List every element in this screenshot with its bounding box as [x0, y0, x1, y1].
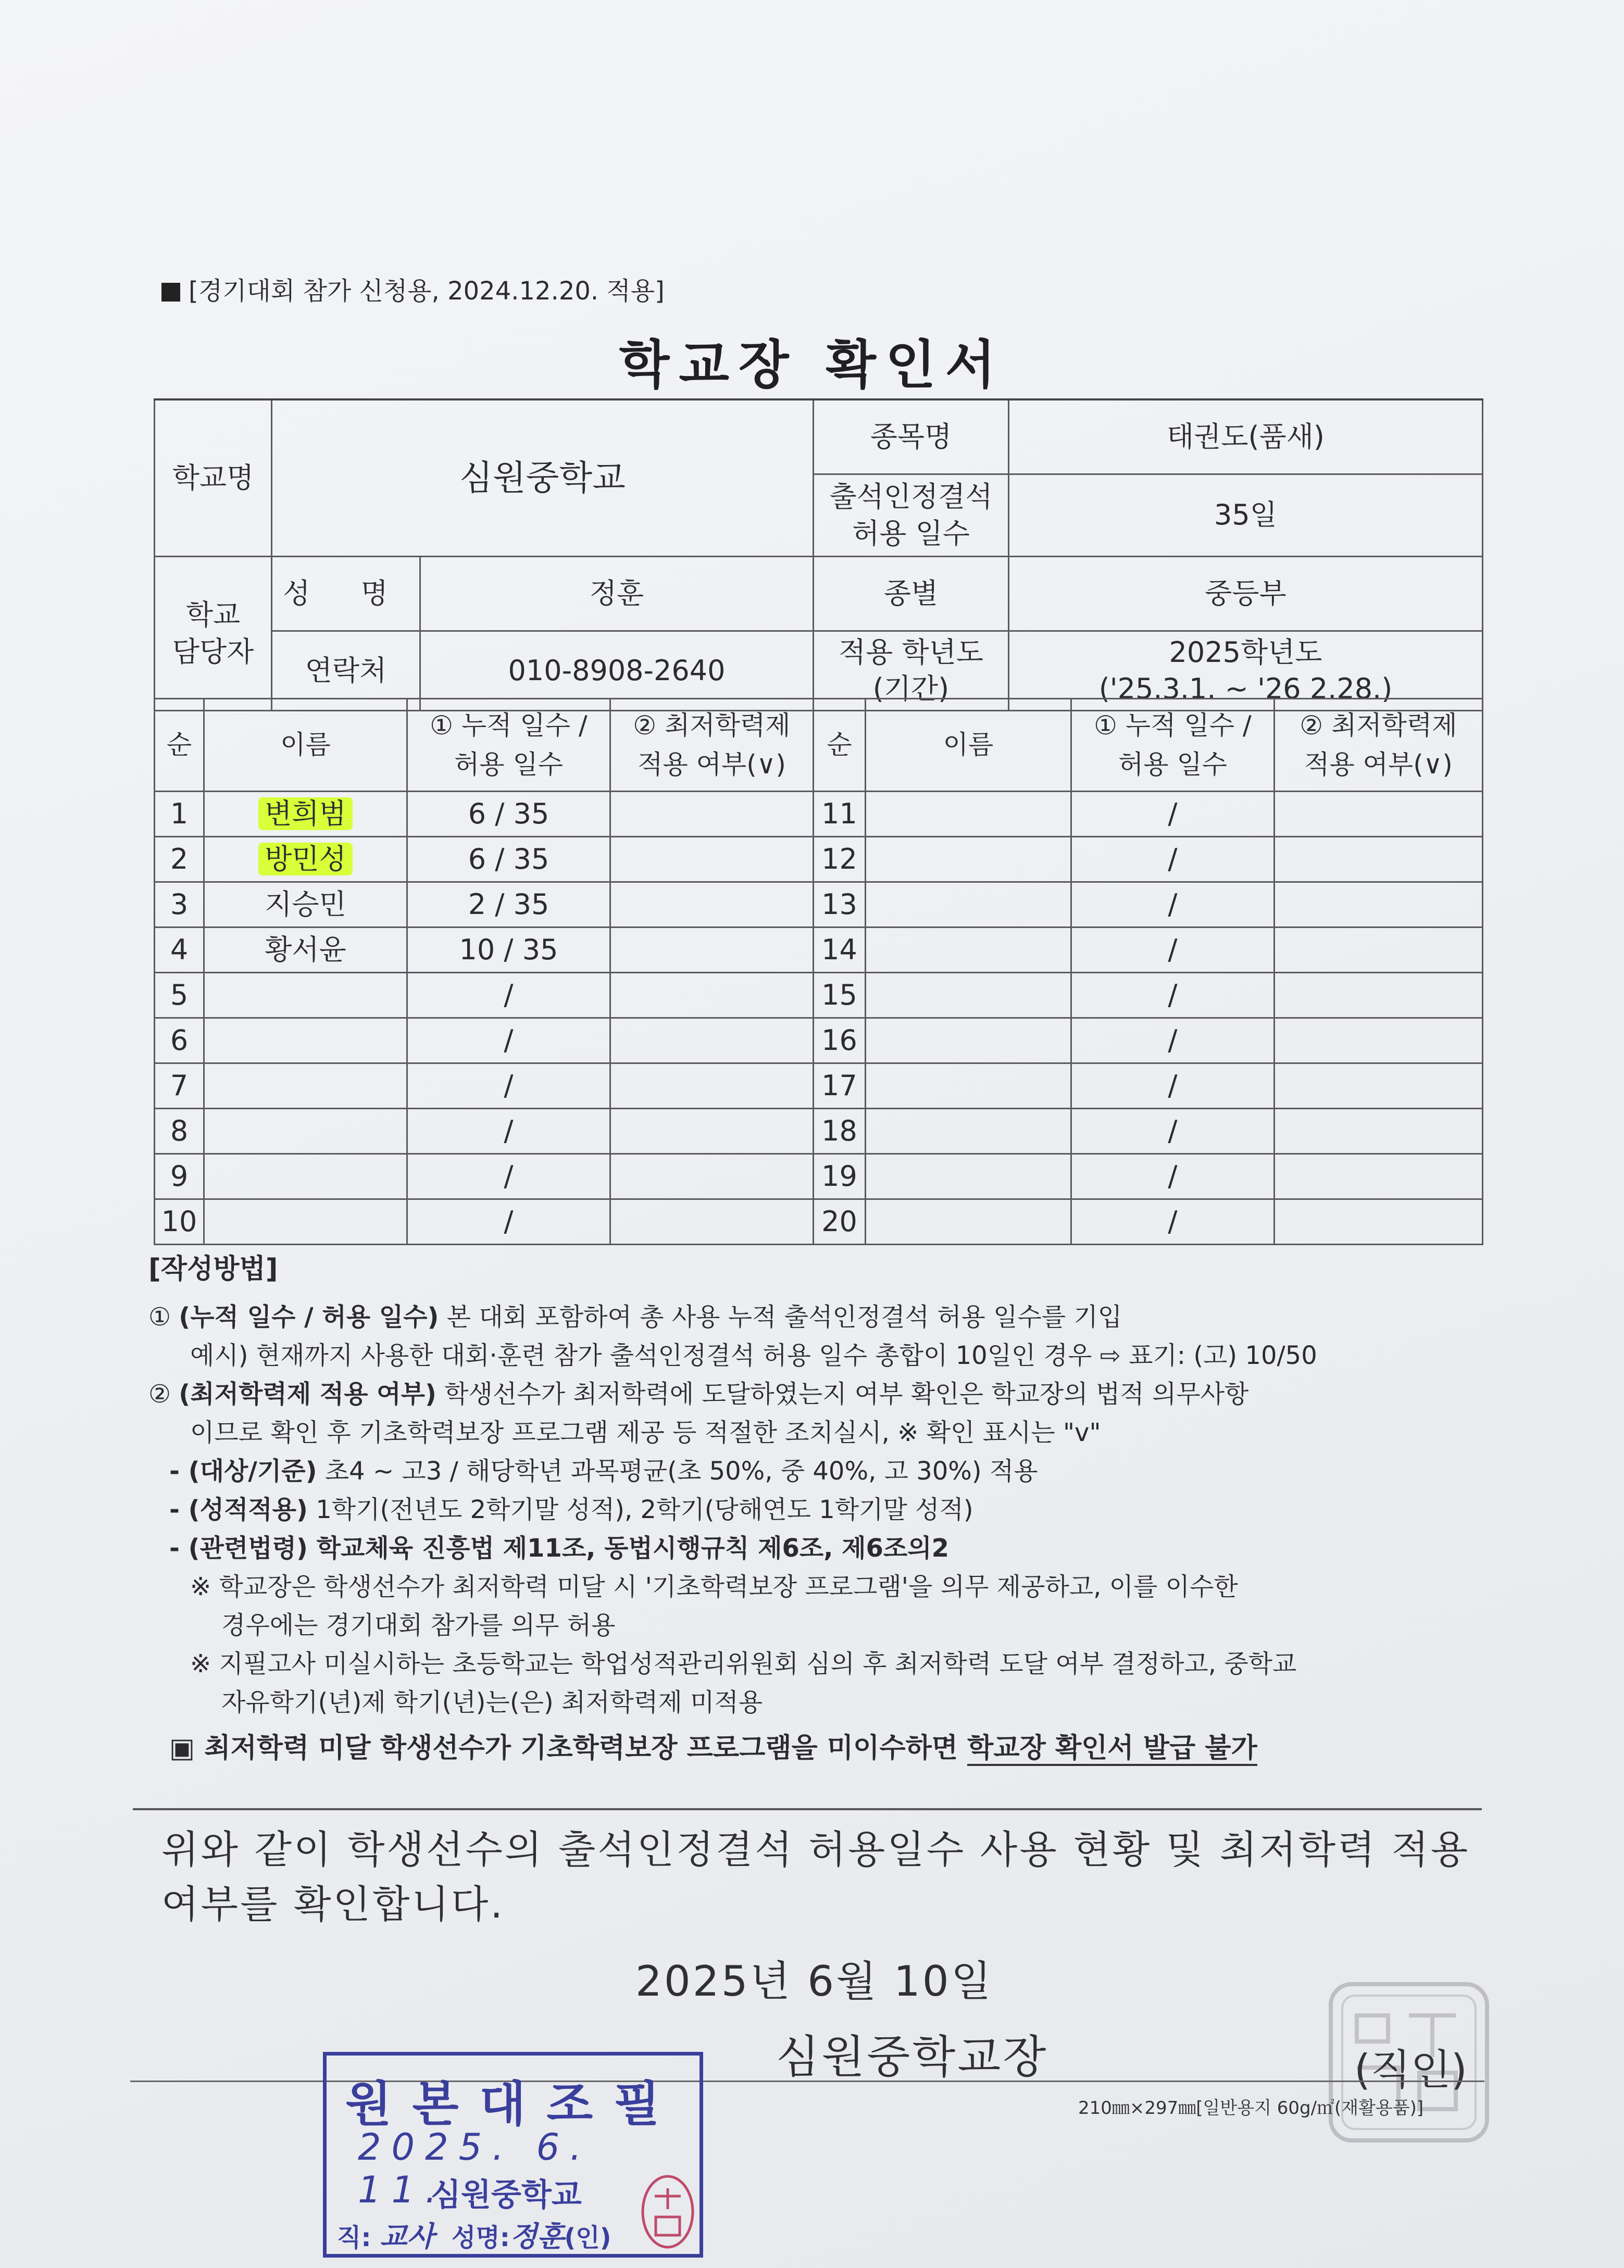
stamp-title: 원본대조필	[345, 2076, 681, 2132]
row-name: 황서윤	[204, 928, 407, 973]
roster-table	[154, 698, 1483, 1245]
row-no: 16	[814, 1018, 866, 1063]
row-days: /	[1071, 837, 1275, 882]
info-table	[154, 398, 1483, 711]
row-days: 2 / 35	[407, 882, 610, 928]
row-min	[1275, 1109, 1483, 1154]
divider	[133, 1808, 1482, 1810]
row-no: 8	[155, 1109, 204, 1154]
table-row	[155, 1018, 1483, 1063]
row-no: 10	[155, 1199, 204, 1245]
row-name	[204, 1063, 407, 1109]
row-min	[610, 1154, 814, 1199]
row-days: /	[1071, 1063, 1275, 1109]
row-min	[1275, 837, 1483, 882]
manager-label: 학교 담당자	[155, 557, 272, 711]
header-days: ① 누적 일수 / 허용 일수	[407, 699, 610, 792]
stamp-signer: 직: 교사 성명:정훈(인)	[337, 2220, 611, 2253]
row-name	[204, 1018, 407, 1063]
highlighted-name: 변희범	[258, 797, 353, 830]
row-min	[610, 1199, 814, 1245]
row-name	[866, 1063, 1071, 1109]
row-name	[204, 973, 407, 1018]
row-days: /	[1071, 928, 1275, 973]
header-min: ② 최저학력제 적용 여부(∨)	[610, 699, 814, 792]
row-name	[866, 1154, 1071, 1199]
row-name	[204, 792, 407, 837]
name-label: 성 명	[272, 557, 420, 631]
instruction-item-1: ① (누적 일수 / 허용 일수) 본 대회 포함하여 총 사용 누적 출석인정결석 허용 일수를 기입	[148, 1302, 1122, 1332]
row-no: 6	[155, 1018, 204, 1063]
instruction-sub-3: - (관련법령) 학교체육 진흥법 제11조, 동법시행규칙 제6조, 제6조의2	[169, 1534, 950, 1563]
black-square-icon	[161, 283, 180, 302]
table-row	[155, 792, 1483, 837]
instruction-item-1-example: 예시) 현재까지 사용한 대회·훈련 참가 출석인정결석 허용 일수 총합이 10일인 경우 ⇨ 표기: (고) 10/50	[190, 1341, 1317, 1370]
row-min	[610, 837, 814, 882]
document-title: 학교장 확인서	[619, 334, 1005, 395]
row-days: /	[1071, 1018, 1275, 1063]
confirmation-text: 위와 같이 학생선수의 출석인정결석 허용일수 사용 현황 및 최저학력 적용 여부를 확인합니다.	[161, 1827, 1470, 1927]
header-no: 순	[155, 699, 204, 792]
row-name	[866, 837, 1071, 882]
form-header-note: [경기대회 참가 신청용, 2024.12.20. 적용]	[161, 271, 665, 307]
row-days: 6 / 35	[407, 837, 610, 882]
school-name: 심원중학교	[272, 399, 814, 557]
certified-copy-stamp	[323, 2052, 703, 2258]
row-no: 20	[814, 1199, 866, 1245]
stamp-school: 심원중학교	[431, 2177, 582, 2213]
row-no: 17	[814, 1063, 866, 1109]
row-no: 4	[155, 928, 204, 973]
writing-instructions	[148, 1250, 1482, 1768]
row-name	[866, 882, 1071, 928]
header-days: ① 누적 일수 / 허용 일수	[1071, 699, 1275, 792]
row-no: 9	[155, 1154, 204, 1199]
row-min	[610, 792, 814, 837]
instruction-item-2-cont: 이므로 확인 후 기초학력보장 프로그램 제공 등 적절한 조치실시, ※ 확인 표시는 "v"	[190, 1418, 1101, 1447]
personal-seal-icon	[639, 2173, 696, 2251]
absence-label: 출석인정결석 허용 일수	[814, 474, 1009, 557]
instruction-warning: ▣ 최저학력 미달 학생선수가 기초학력보장 프로그램을 미이수하면 학교장 확인서 발급 불가	[148, 1729, 1482, 1768]
row-name	[866, 792, 1071, 837]
row-days: /	[407, 1154, 610, 1199]
year-label: 적용 학년도 (기간)	[814, 631, 1009, 711]
instruction-note-1-cont: 경우에는 경기대회 참가를 의무 허용	[221, 1611, 616, 1640]
row-min	[1275, 1063, 1483, 1109]
row-days: /	[1071, 882, 1275, 928]
seal-label: (직인)	[1354, 2046, 1467, 2094]
row-days: /	[407, 973, 610, 1018]
row-days: 6 / 35	[407, 792, 610, 837]
paper-spec: 210㎜×297㎜[일반용지 60g/㎡(재활용품)]	[1078, 2098, 1424, 2119]
row-min	[1275, 1199, 1483, 1245]
row-name	[204, 1154, 407, 1199]
roster-body	[155, 792, 1483, 1245]
instruction-note-2-cont: 자유학기(년)제 학기(년)는(은) 최저학력제 미적용	[221, 1688, 763, 1717]
table-row	[155, 882, 1483, 928]
header-name: 이름	[204, 699, 407, 792]
row-days: /	[1071, 792, 1275, 837]
row-days: /	[407, 1063, 610, 1109]
absence-value: 35일	[1009, 474, 1483, 557]
contact-value: 010-8908-2640	[420, 631, 814, 711]
row-min	[610, 882, 814, 928]
stamp-date: 2025. 6. 11.	[358, 2126, 592, 2211]
instruction-note-1: ※ 학교장은 학생선수가 최저학력 미달 시 '기초학력보장 프로그램'을 의무 제공하고, 이를 이수한	[190, 1572, 1238, 1601]
event-value: 태권도(품새)	[1009, 399, 1483, 474]
row-name	[866, 1018, 1071, 1063]
row-days: /	[1071, 1199, 1275, 1245]
row-name	[866, 973, 1071, 1018]
row-name	[866, 1109, 1071, 1154]
instruction-sub-2: - (성적적용) 1학기(전년도 2학기말 성적), 2학기(당해연도 1학기말 성적)	[169, 1495, 973, 1524]
row-no: 1	[155, 792, 204, 837]
row-days: /	[1071, 1109, 1275, 1154]
table-row	[155, 1199, 1483, 1245]
row-no: 3	[155, 882, 204, 928]
arrow-box-icon: ▣	[169, 1733, 195, 1764]
row-min	[610, 1063, 814, 1109]
header-min: ② 최저학력제 적용 여부(∨)	[1275, 699, 1483, 792]
division-value: 중등부	[1009, 557, 1483, 631]
row-name	[204, 837, 407, 882]
table-row	[155, 928, 1483, 973]
row-min	[610, 928, 814, 973]
row-no: 5	[155, 973, 204, 1018]
division-label: 종별	[814, 557, 1009, 631]
row-days: /	[407, 1109, 610, 1154]
header-no: 순	[814, 699, 866, 792]
row-min	[1275, 1018, 1483, 1063]
row-min	[1275, 928, 1483, 973]
instructions-title: [작성방법]	[148, 1254, 278, 1285]
row-min	[1275, 1154, 1483, 1199]
row-min	[1275, 792, 1483, 837]
row-days: 10 / 35	[407, 928, 610, 973]
row-days: /	[1071, 1154, 1275, 1199]
school-label: 학교명	[155, 399, 272, 557]
row-name	[204, 1109, 407, 1154]
row-name	[866, 1199, 1071, 1245]
row-days: /	[1071, 973, 1275, 1018]
principal-title: 심원중학교장	[776, 2031, 1048, 2083]
row-name	[204, 1199, 407, 1245]
highlighted-name: 방민성	[258, 843, 353, 875]
row-min	[610, 973, 814, 1018]
table-row	[155, 837, 1483, 882]
row-no: 11	[814, 792, 866, 837]
event-label: 종목명	[814, 399, 1009, 474]
manager-name: 정훈	[420, 557, 814, 631]
header-name: 이름	[866, 699, 1071, 792]
table-row	[155, 1109, 1483, 1154]
row-min	[1275, 973, 1483, 1018]
row-min	[610, 1109, 814, 1154]
row-no: 18	[814, 1109, 866, 1154]
issue-date: 2025년 6월 10일	[635, 1957, 993, 2006]
row-no: 12	[814, 837, 866, 882]
row-min	[1275, 882, 1483, 928]
row-no: 2	[155, 837, 204, 882]
row-no: 7	[155, 1063, 204, 1109]
contact-label: 연락처	[272, 631, 420, 711]
row-min	[610, 1018, 814, 1063]
instruction-item-2: ② (최저학력제 적용 여부) 학생선수가 최저학력에 도달하였는지 여부 확인은 학교장의 법적 의무사항	[148, 1380, 1249, 1409]
row-name	[866, 928, 1071, 973]
table-row	[155, 973, 1483, 1018]
table-row	[155, 1063, 1483, 1109]
row-name: 지승민	[204, 882, 407, 928]
row-no: 13	[814, 882, 866, 928]
year-value: 2025학년도 ('25.3.1. ~ '26 2.28.)	[1009, 631, 1483, 711]
row-days: /	[407, 1199, 610, 1245]
row-no: 19	[814, 1154, 866, 1199]
table-row	[155, 1154, 1483, 1199]
instruction-note-2: ※ 지필고사 미실시하는 초등학교는 학업성적관리위원회 심의 후 최저학력 도달 여부 결정하고, 중학교	[190, 1649, 1297, 1678]
row-no: 14	[814, 928, 866, 973]
row-days: /	[407, 1018, 610, 1063]
instruction-sub-1: - (대상/기준) 초4 ~ 고3 / 해당학년 과목평균(초 50%, 중 40%, 고 30%) 적용	[169, 1457, 1038, 1486]
row-no: 15	[814, 973, 866, 1018]
